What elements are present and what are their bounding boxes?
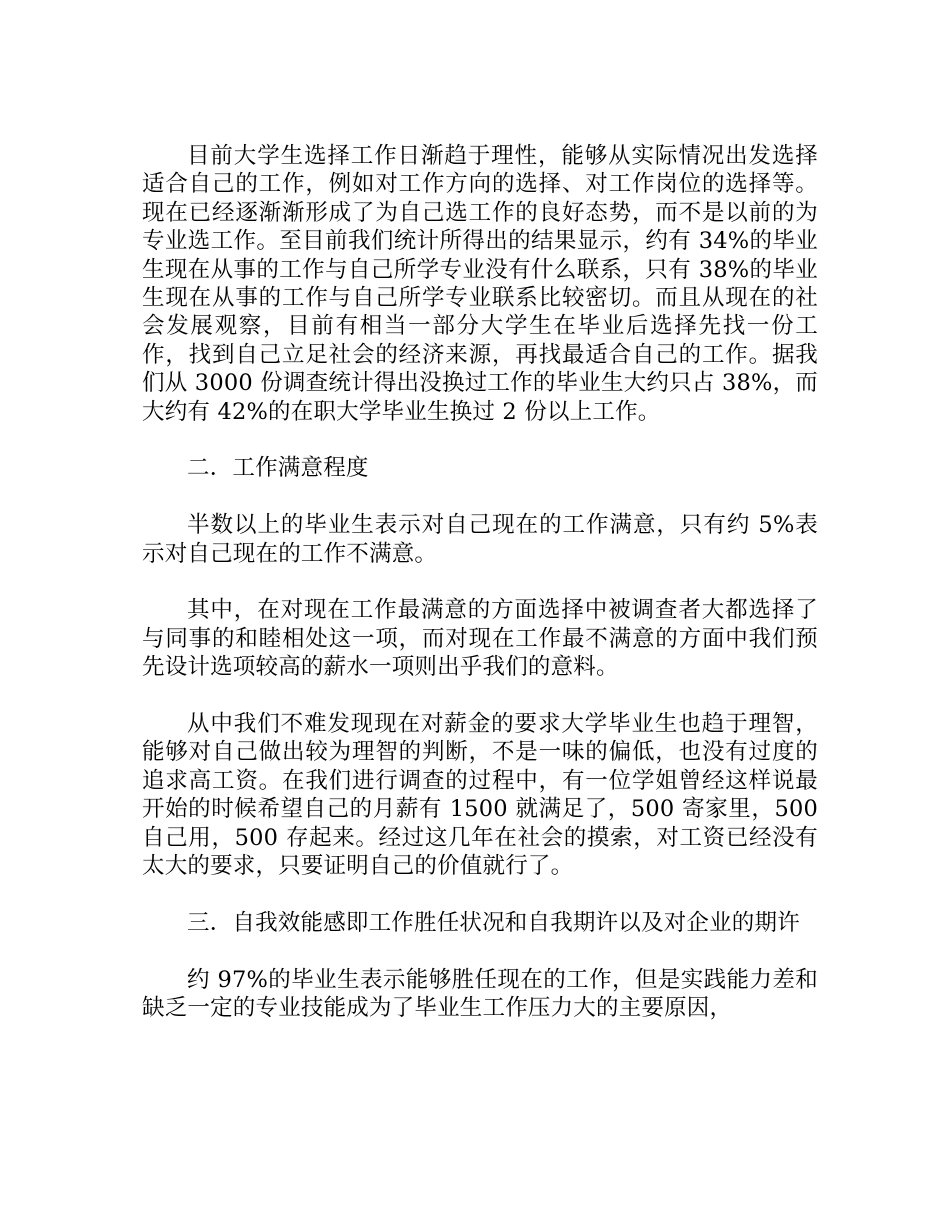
section-heading-self-efficacy: 三．自我效能感即工作胜任状况和自我期许以及对企业的期许 [187, 909, 800, 936]
paragraph-career-choice: 目前大学生选择工作日渐趋于理性，能够从实际情况出发选择适合自己的工作，例如对工作方向的选择、对工作岗位的选择等。现在已经逐渐渐形成了为自己选工作的良好态势，而不是以前的为专业选工作。至目前我们统计所得出的结果显示，约有 34%的毕业生现在从事的工作与自己所学专业没有什么联系，只有 38%的毕业生现在从事的工作与自己所学专业联系比较密切。而且从现在的社会发展观察，目前有相当一部分大学生在毕业后选择先找一份工作，找到自己立足社会的经济来源，再找最适合自己的工作。据我们从 3000 份调查统计得出没换过工作的毕业生大约只占 38%，而大约有 42%的在职大学毕业生换过 2 份以上工作。 [142, 143, 818, 425]
document-page [142, 142, 818, 1023]
paragraph-competence: 约 97%的毕业生表示能够胜任现在的工作，但是实践能力差和缺乏一定的专业技能成为了毕业生工作压力大的主要原因， [142, 966, 818, 1022]
paragraph-salary-expectation: 从中我们不难发现现在对薪金的要求大学毕业生也趋于理智，能够对自己做出较为理智的判断，不是一味的偏低，也没有过度的追求高工资。在我们进行调查的过程中，有一位学姐曾经这样说最开始的时候希望自己的月薪有 1500 就满足了，500 寄家里，500 自己用，500 存起来。经过这几年在社会的摸索，对工资已经没有太大的要求，只要证明自己的价值就行了。 [142, 711, 818, 880]
paragraph-satisfaction-details: 其中，在对现在工作最满意的方面选择中被调查者大都选择了与同事的和睦相处这一项，而对现在工作最不满意的方面中我们预先设计选项较高的薪水一项则出乎我们的意料。 [142, 597, 818, 681]
section-heading-job-satisfaction: 二．工作满意程度 [187, 455, 369, 482]
paragraph-satisfaction-summary: 半数以上的毕业生表示对自己现在的工作满意，只有约 5%表示对自己现在的工作不满意。 [142, 512, 818, 567]
